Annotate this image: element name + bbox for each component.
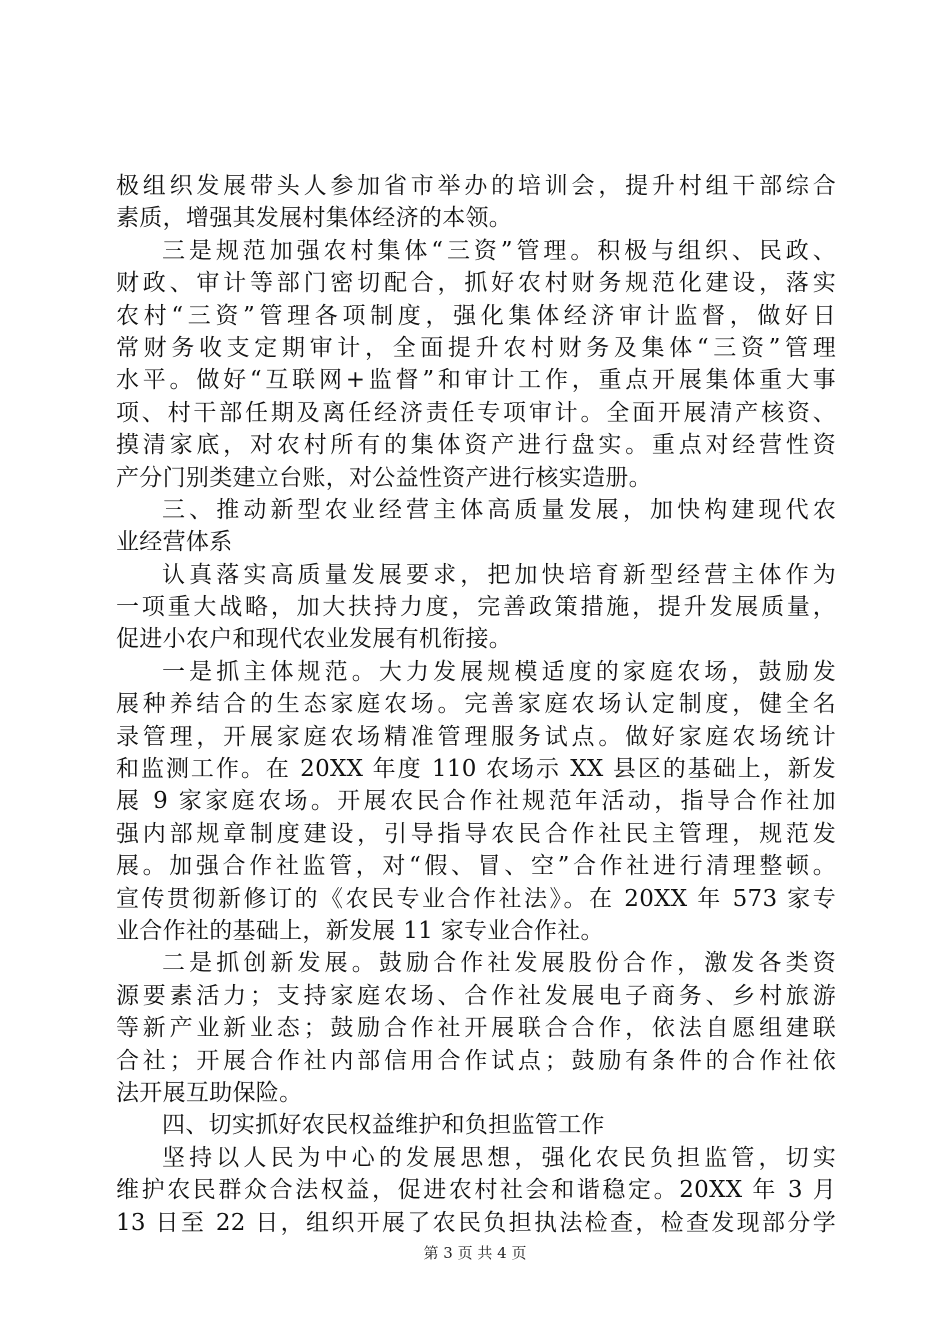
text-line: 摸清家底，对农村所有的集体资产进行盘实。重点对经营性资 — [116, 432, 836, 459]
text-line: 源要素活力；支持家庭农场、合作社发展电子商务、乡村旅游 — [116, 982, 836, 1009]
text-line: 水平。做好“互联网+监督”和审计工作，重点开展集体重大事 — [116, 367, 836, 394]
text-line: 录管理，开展家庭农场精准管理服务试点。做好家庭农场统计 — [116, 723, 836, 750]
text-line: 法开展互助保险。 — [116, 1079, 303, 1106]
text-line: 业合作社的基础上，新发展 11 家专业合作社。 — [116, 917, 604, 944]
text-line: 农村“三资”管理各项制度，强化集体经济审计监督，做好日 — [116, 302, 836, 329]
text-line: 合社；开展合作社内部信用合作试点；鼓励有条件的合作社依 — [116, 1047, 836, 1074]
text-line: 二是抓创新发展。鼓励合作社发展股份合作，激发各类资 — [162, 950, 836, 977]
text-line: 一项重大战略，加大扶持力度，完善政策措施，提升发展质量， — [116, 594, 836, 621]
text-line: 业经营体系 — [116, 529, 233, 556]
document-body — [116, 170, 836, 1239]
text-line: 四、切实抓好农民权益维护和负担监管工作 — [162, 1112, 605, 1139]
text-line: 促进小农户和现代农业发展有机衔接。 — [116, 626, 513, 653]
text-line: 素质，增强其发展村集体经济的本领。 — [116, 205, 513, 232]
text-line: 三、推动新型农业经营主体高质量发展，加快构建现代农 — [162, 496, 836, 523]
text-line: 展。加强合作社监管，对“假、冒、空”合作社进行清理整顿。 — [116, 853, 836, 880]
text-line: 产分门别类建立台账，对公益性资产进行核实造册。 — [116, 464, 652, 491]
text-line: 项、村干部任期及离任经济责任专项审计。全面开展清产核资、 — [116, 399, 836, 426]
text-line: 一是抓主体规范。大力发展规模适度的家庭农场，鼓励发 — [162, 658, 836, 685]
text-line: 坚持以人民为中心的发展思想，强化农民负担监管，切实 — [162, 1144, 836, 1171]
page-footer: 第 3 页 共 4 页 — [423, 1244, 527, 1262]
text-line: 维护农民群众合法权益，促进农村社会和谐稳定。20XX 年 3 月 — [116, 1177, 836, 1204]
text-line: 认真落实高质量发展要求，把加快培育新型经营主体作为 — [162, 561, 836, 588]
text-line: 三是规范加强农村集体“三资”管理。积极与组织、民政、 — [162, 237, 836, 264]
text-line: 展种养结合的生态家庭农场。完善家庭农场认定制度，健全名 — [116, 691, 836, 718]
text-line: 等新产业新业态；鼓励合作社开展联合合作，依法自愿组建联 — [116, 1015, 836, 1042]
text-line: 展 9 家家庭农场。开展农民合作社规范年活动，指导合作社加 — [116, 788, 836, 815]
text-line: 和监测工作。在 20XX 年度 110 农场示 XX 县区的基础上，新发 — [116, 756, 836, 783]
text-line: 强内部规章制度建设，引导指导农民合作社民主管理，规范发 — [116, 820, 836, 847]
text-line: 极组织发展带头人参加省市举办的培训会，提升村组干部综合 — [116, 173, 836, 199]
text-line: 财政、审计等部门密切配合，抓好农村财务规范化建设，落实 — [116, 270, 836, 297]
text-line: 常财务收支定期审计，全面提升农村财务及集体“三资”管理 — [116, 334, 836, 361]
text-line: 13 日至 22 日，组织开展了农民负担执法检查，检查发现部分学 — [116, 1209, 836, 1236]
text-line: 宣传贯彻新修订的《农民专业合作社法》。在 20XX 年 573 家专 — [116, 885, 836, 912]
